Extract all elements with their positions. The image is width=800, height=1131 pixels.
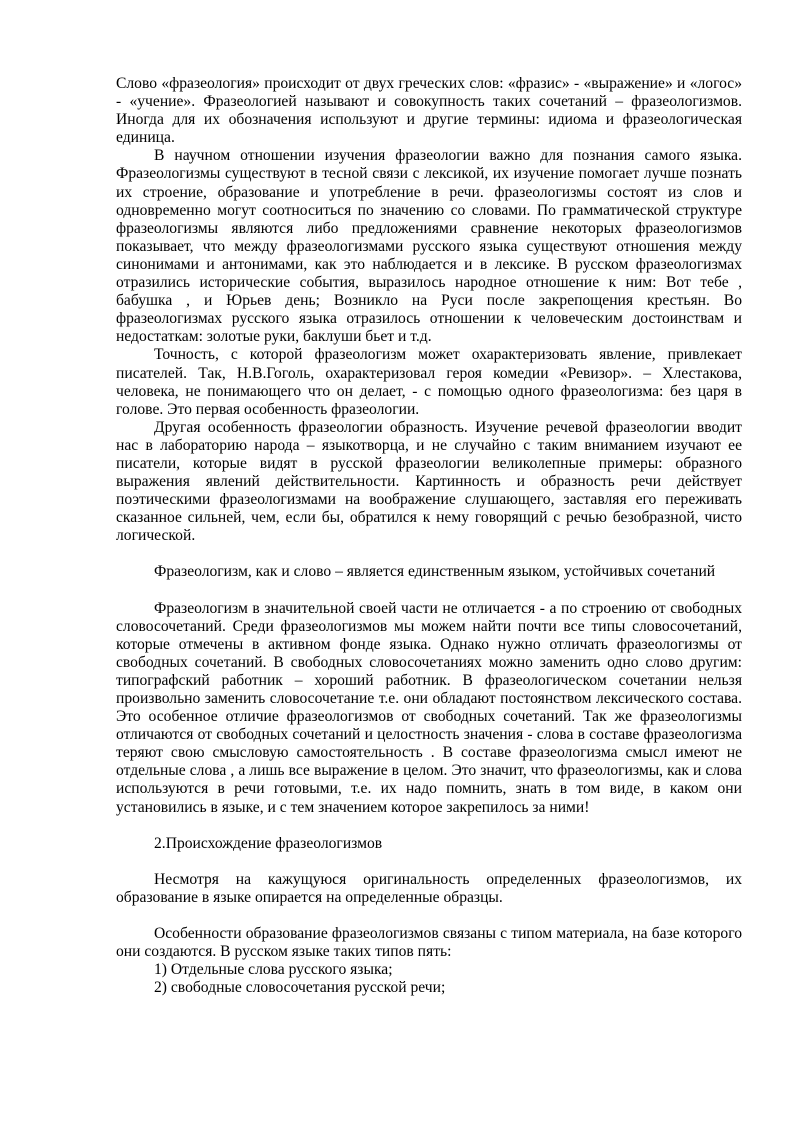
paragraph-imagery: Другая особенность фразеологии образность. Изучение речевой фразеологии вводит нас в лабораторию народа – языкотворца, и не случайно с таким вниманием изучают ее писатели, которые видят в русской фразеологии великолепные примеры: образного выражения явлений действительности. Картинность и образность речи действует поэтическими фразеологизмами на воображение слушающего, заставляя его переживать сказанное сильней, чем, если бы, обратился к нему говорящий с речью безобразной, чисто логической.	[116, 418, 742, 545]
paragraph-material-types: Особенности образование фразеологизмов связаны с типом материала, на базе которого они создаются. В русском языке таких типов пять:	[116, 924, 742, 961]
paragraph-free-combinations: Фразеологизм в значительной своей части не отличается - а по строению от свободных словосочетаний. Среди фразеологизмов мы можем найти почти все типы словосочетаний, которые отмечены в активном фонде языка. Однако нужно отличать фразеологизмы от свободных сочетаний. В свободных словосочетаниях можно заменить одно слово другим: типографский работник – хороший работник. В фразеологическом сочетании нельзя произвольно заменить словосочетание т.е. они обладают постоянством лексического состава. Это особенное отличие фразеологизмов от свободных сочетаний. Так же фразеологизмы отличаются от свободных сочетаний и целостность значения - слова в составе фразеологизма теряют свою смысловую самостоятельность . В составе фразеологизма смысл имеют не отдельные слова , а лишь все выражение в целом. Это значит, что фразеологизмы, как и слова используются в речи готовыми, т.е. их надо помнить, знать в том виде, в каком они установились в языке, и с тем значением которое закрепилось за ними!	[116, 599, 742, 816]
paragraph-patterns: Несмотря на кажущуюся оригинальность определенных фразеологизмов, их образование в языке опирается на определенные образцы.	[116, 870, 742, 906]
paragraph-scientific-relation: В научном отношении изучения фразеологии важно для познания самого языка. Фразеологизмы существуют в тесной связи с лексикой, их изучение помогает лучше познать их строение, образование и употребление в речи. фразеологизмы состоят из слов и одновременно могут соотноситься по значению со словами. По грамматической структуре фразеологизмы являются либо предложениями сравнение некоторых фразеологизмов показывает, что между фразеологизмами русского языка существуют отношения между синонимами и антонимами, как это наблюдается и в лексике. В русском фразеологизмах отразились исторические события, выразилось народное отношение к ним: Вот тебе , бабушка , и Юрьев день; Возникло на Руси после закрепощения крестьян. Во фразеологизмах русского языка отразилось отношении к человеческим достоинствам и недостаткам: золотые руки, баклуши бьет и т.д.	[116, 147, 742, 346]
list-item: 1) Отдельные слова русского языка;	[154, 961, 393, 979]
paragraph-etymology: Слово «фразеология» происходит от двух греческих слов: «фразис» - «выражение» и «логос» - «учение». Фразеологией называют и совокупность таких сочетаний – фразеологизмов. Иногда для их обозначения используют и другие термины: идиома и фразеологическая единица.	[116, 75, 742, 147]
list-item: 2) свободные словосочетания русской речи;	[154, 979, 446, 997]
document-body	[116, 75, 742, 997]
paragraph-precision: Точность, с которой фразеологизм может охарактеризовать явление, привлекает писателей. Так, Н.В.Гоголь, охарактеризовал героя комедии «Ревизор». – Хлестакова, человека, не понимающего что он делает, - с помощью одного фразеологизма: без царя в голове. Это первая особенность фразеологии.	[116, 346, 742, 418]
section-heading-origin: 2.Происхождение фразеологизмов	[154, 834, 383, 852]
paragraph-phraseologism-as-word: Фразеологизм, как и слово – является единственным языком, устойчивых сочетаний	[154, 563, 716, 581]
